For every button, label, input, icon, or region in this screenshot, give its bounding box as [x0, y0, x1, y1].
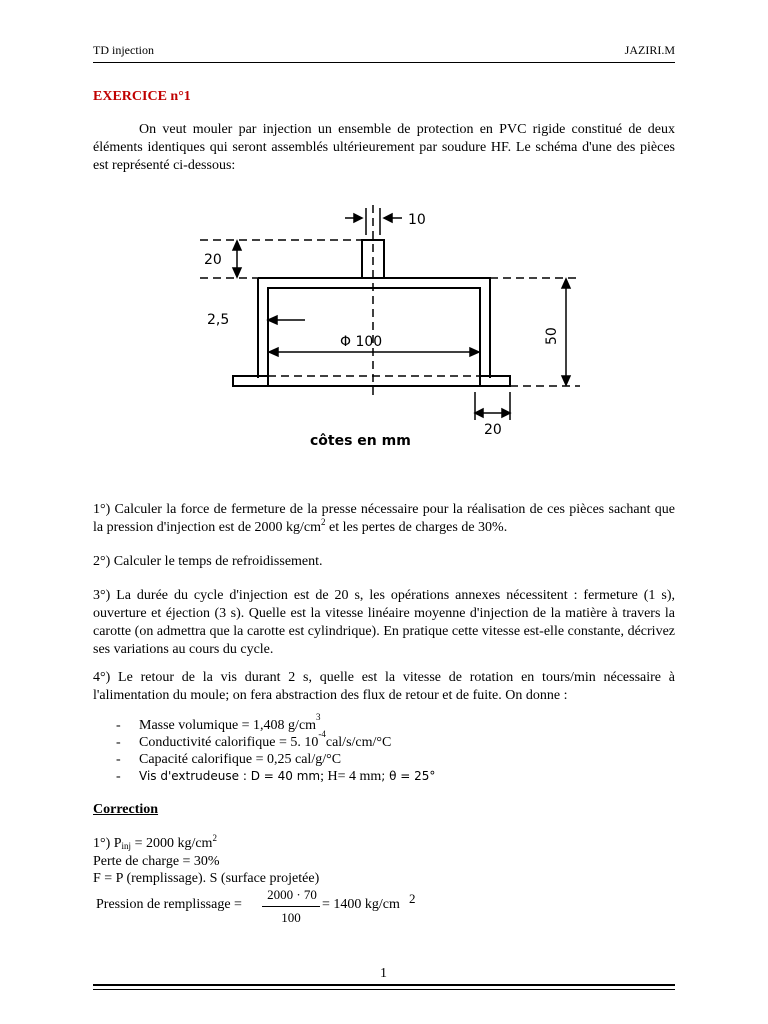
correction-title: Correction	[93, 802, 159, 817]
given-data-list	[116, 712, 436, 785]
list-item: - Vis d'extrudeuse : D = 40 mm ; H= 4 mm ; θ = 25°	[116, 769, 436, 784]
header-left: TD injection	[93, 43, 154, 57]
formula-result: = 1400 kg/cm	[322, 897, 400, 912]
correction-line-2: Perte de charge = 30%	[93, 854, 220, 869]
question-3: 3°) La durée du cycle d'injection est de 20 s, les opérations annexes nécessitent : fermeture (1 s), ouverture et éjection (3 s). Quelle est la vitesse linéaire moyenne d'injection de la matière à travers la carotte (on admettra que la carotte est cylindrique). En pratique cette vitesse est-elle constante, décrivez ses variations au cours du cycle.	[93, 588, 675, 657]
formula-label: Pression de remplissage =	[96, 897, 242, 912]
correction-line-1: 1°) $P_{inj} = 2000$ $kg/cm^2$	[93, 833, 217, 851]
question-2: 2°) Calculer le temps de refroidissement.	[93, 554, 323, 569]
dim-top-width: 10	[408, 212, 426, 228]
footer-rule-thin	[93, 989, 675, 990]
list-item: - Conductivité calorifique = 5. 10 -4 cal/s/cm/°C	[116, 729, 392, 750]
drawing-caption: côtes en mm	[310, 433, 411, 449]
drawing-inner-wall	[268, 288, 480, 378]
exercise-title: EXERCICE n°1	[93, 89, 191, 104]
drawing-flange-left	[233, 376, 268, 386]
intro-paragraph: On veut mouler par injection un ensemble de protection en PVC rigide constitué de deux éléments identiques qui seront assemblés ultérieurement par soudure HF. Le schéma d'une des pièces est représenté ci-dessous:	[93, 122, 675, 173]
dim-diameter: Φ 100	[340, 334, 383, 350]
dim-height: 50	[544, 327, 560, 345]
drawing-flange-right	[480, 376, 510, 386]
dim-flange: 20	[484, 422, 502, 438]
question-4: 4°) Le retour de la vis durant 2 s, quelle est la vitesse de rotation en tours/min nécessaire à l'alimentation du moule; on fera abstraction des flux de retour et de fuite. On donne :	[93, 670, 675, 703]
list-item: - Capacité calorifique = 0,25 cal/g/°C	[116, 752, 342, 767]
correction-line-3: F = P (remplissage). S (surface projetée)	[93, 871, 320, 886]
header-rule	[93, 62, 675, 63]
drawing-outer-wall	[258, 278, 490, 378]
header-right: JAZIRI.M	[624, 43, 675, 57]
formula-exponent: 2	[409, 891, 416, 906]
formula-numerator: 2000 · 70	[267, 887, 317, 902]
formula-fraction-bar	[262, 906, 320, 907]
technical-drawing	[180, 195, 600, 460]
dim-wall: 2,5	[207, 312, 230, 328]
footer-rule	[93, 984, 675, 986]
page-number: 1	[380, 966, 387, 981]
list-item: - Masse volumique = 1,408 g/cm 3	[116, 712, 321, 733]
question-1: 1°) Calculer la force de fermeture de la presse nécessaire pour la réalisation de ces pièces sachant que la pression d'injection est de 2000 $kg/cm^2$ et les pertes de charges de 30%.	[93, 502, 675, 535]
formula-denominator: 100	[281, 910, 301, 925]
dim-top-height: 20	[204, 252, 222, 268]
